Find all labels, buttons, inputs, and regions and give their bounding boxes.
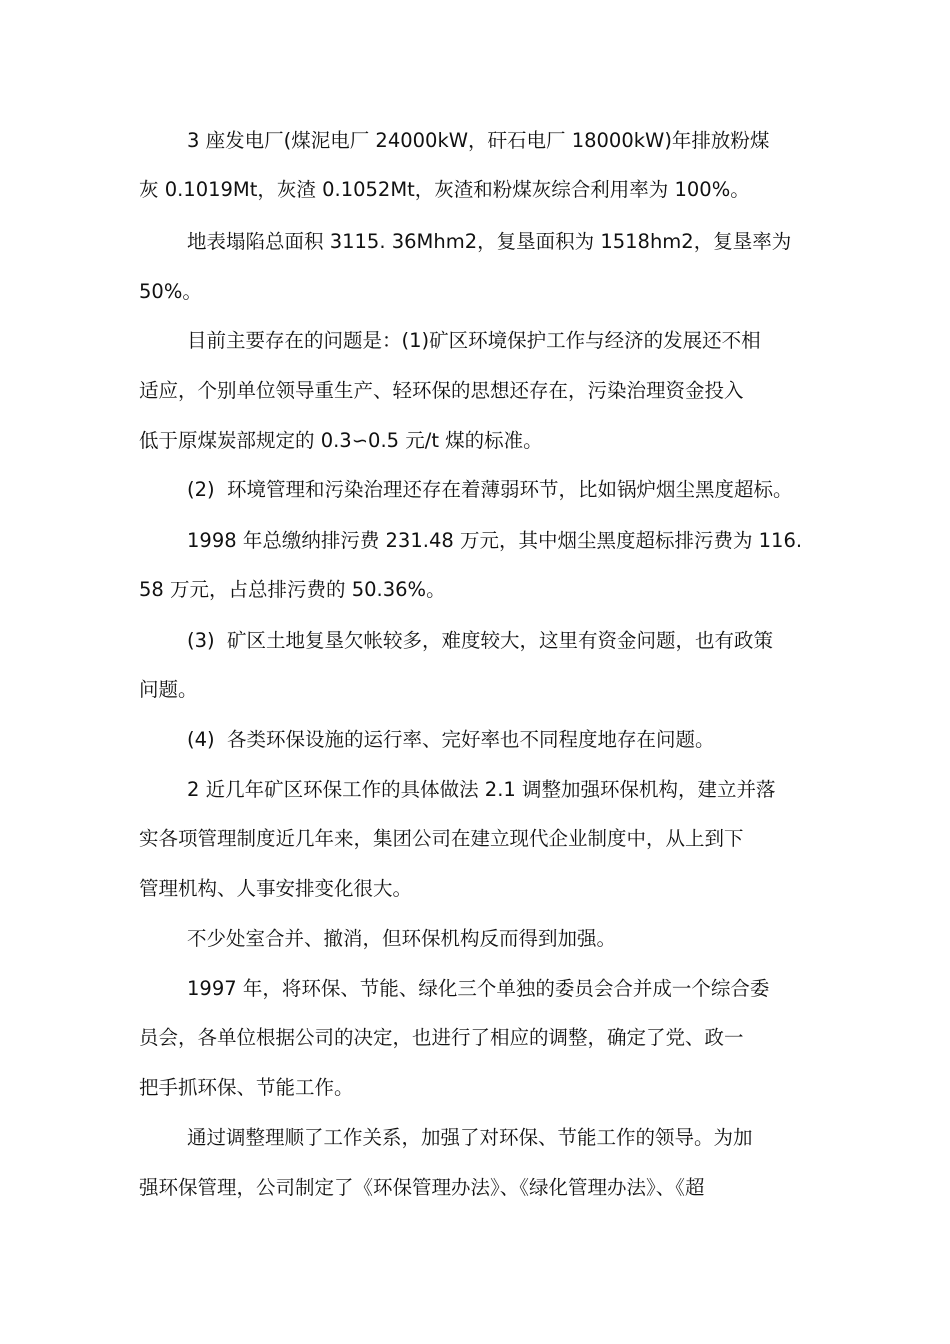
text-line: 问题。 xyxy=(139,678,198,701)
text-line: 低于原煤炭部规定的 0.3∽0.5 元/t 煤的标准。 xyxy=(139,429,543,452)
text-line: 员会，各单位根据公司的决定，也进行了相应的调整，确定了党、政一 xyxy=(139,1026,744,1049)
text-line: 58 万元，占总排污费的 50.36%。 xyxy=(139,578,446,601)
text-line: 实各项管理制度近几年来，集团公司在建立现代企业制度中，从上到下 xyxy=(139,827,744,850)
text-line: 目前主要存在的问题是：(1)矿区环境保护工作与经济的发展还不相 xyxy=(187,329,761,352)
text-line: 把手抓环保、节能工作。 xyxy=(139,1076,354,1099)
text-line: 3 座发电厂(煤泥电厂 24000kW，矸石电厂 18000kW)年排放粉煤 xyxy=(187,129,770,152)
text-line: 1998 年总缴纳排污费 231.48 万元，其中烟尘黑度超标排污费为 116. xyxy=(187,529,803,552)
text-line: 地表塌陷总面积 3115. 36Mhm2，复垦面积为 1518hm2，复垦率为 xyxy=(187,230,792,253)
text-line: 适应，个别单位领导重生产、轻环保的思想还存在，污染治理资金投入 xyxy=(139,379,744,402)
text-line: 1997 年，将环保、节能、绿化三个单独的委员会合并成一个综合委 xyxy=(187,977,770,1000)
text-line: 2 近几年矿区环保工作的具体做法 2.1 调整加强环保机构，建立并落 xyxy=(187,778,776,801)
text-line: 不少处室合并、撤消，但环保机构反而得到加强。 xyxy=(187,927,617,950)
text-line: 管理机构、人事安排变化很大。 xyxy=(139,877,413,900)
text-line: (3) 矿区土地复垦欠帐较多，难度较大，这里有资金问题，也有政策 xyxy=(187,629,774,652)
text-line: 灰 0.1019Mt，灰渣 0.1052Mt，灰渣和粉煤灰综合利用率为 100%。 xyxy=(139,178,750,201)
text-line: (2) 环境管理和污染治理还存在着薄弱环节，比如锅炉烟尘黑度超标。 xyxy=(187,478,793,501)
text-line: 强环保管理，公司制定了《环保管理办法》、《绿化管理办法》、《超 xyxy=(139,1176,705,1199)
text-line: 通过调整理顺了工作关系，加强了对环保、节能工作的领导。为加 xyxy=(187,1126,753,1149)
text-line: 50%。 xyxy=(139,280,202,303)
text-line: (4) 各类环保设施的运行率、完好率也不同程度地存在问题。 xyxy=(187,728,715,751)
